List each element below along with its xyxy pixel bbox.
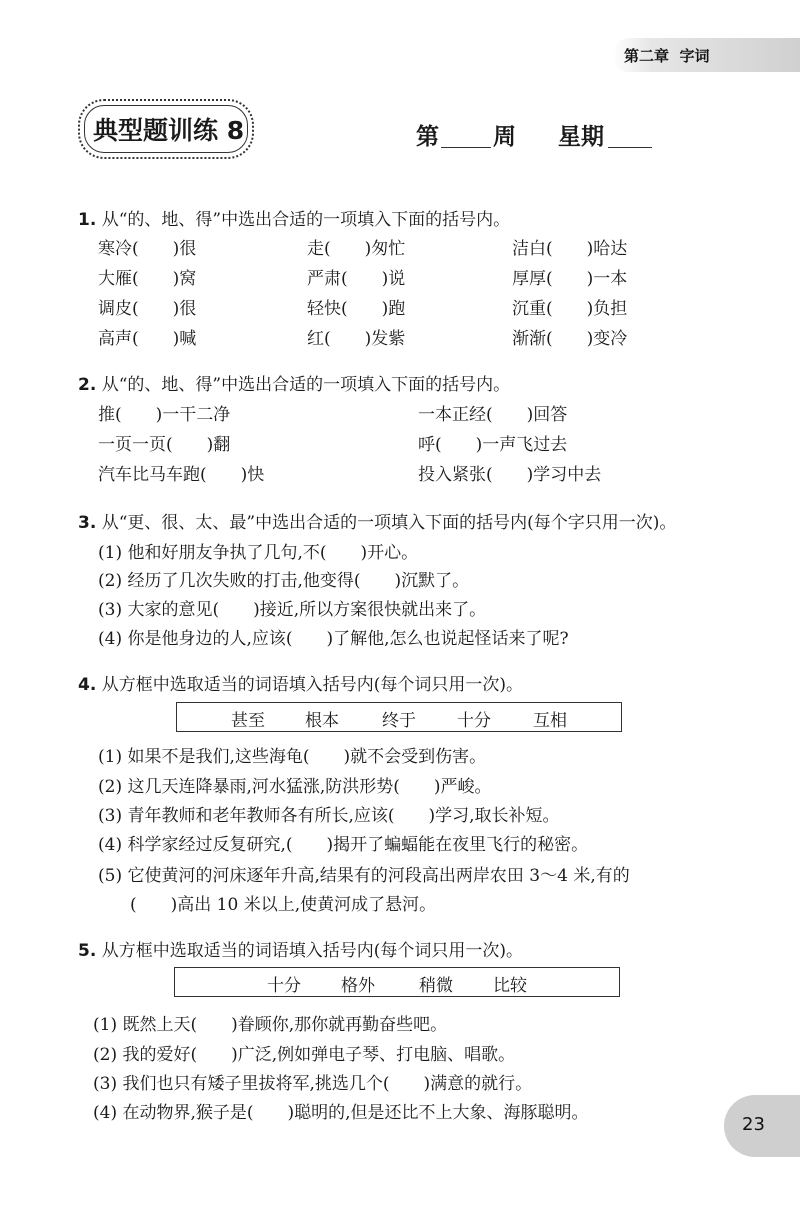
week-label: 第 bbox=[416, 123, 439, 150]
section-title: 典型题训练 8 bbox=[93, 116, 245, 145]
list-item: (5) 它使黄河的河床逐年升高,结果有的河段高出两岸农田 3～4 米,有的 bbox=[98, 866, 630, 886]
list-item: 调皮( )很 bbox=[98, 299, 197, 319]
word-option: 根本 bbox=[305, 711, 339, 731]
week-unit: 周 bbox=[493, 123, 516, 150]
list-item: 走( )匆忙 bbox=[307, 239, 406, 259]
list-item: ( )高出 10 米以上,使黄河成了悬河。 bbox=[130, 895, 437, 915]
chapter-label: 第二章 字词 bbox=[624, 47, 710, 65]
question-number: 2. bbox=[78, 375, 97, 395]
list-item: 一本正经( )回答 bbox=[418, 405, 568, 425]
weekday-blank bbox=[608, 146, 652, 148]
word-option: 比较 bbox=[493, 976, 527, 996]
list-item: (2) 我的爱好( )广泛,例如弹电子琴、打电脑、唱歌。 bbox=[93, 1045, 516, 1065]
list-item: 厚厚( )一本 bbox=[512, 269, 628, 289]
question-number: 5. bbox=[78, 941, 97, 961]
word-option: 十分 bbox=[457, 711, 491, 731]
word-option: 甚至 bbox=[231, 711, 265, 731]
list-item: (3) 大家的意见( )接近,所以方案很快就出来了。 bbox=[98, 600, 487, 620]
list-item: 严肃( )说 bbox=[307, 269, 406, 289]
question-4 bbox=[78, 670, 523, 695]
word-box bbox=[174, 967, 620, 997]
list-item: 汽车比马车跑( )快 bbox=[98, 465, 265, 485]
list-item: (1) 他和好朋友争执了几句,不( )开心。 bbox=[98, 543, 419, 563]
question-2 bbox=[78, 370, 510, 395]
list-item: (4) 你是他身边的人,应该( )了解他,怎么也说起怪话来了呢? bbox=[98, 629, 569, 649]
list-item: 投入紧张( )学习中去 bbox=[418, 465, 602, 485]
list-item: 呼( )一声飞过去 bbox=[418, 435, 568, 455]
word-option: 互相 bbox=[533, 711, 567, 731]
question-prompt: 从方框中选取适当的词语填入括号内(每个词只用一次)。 bbox=[101, 941, 523, 961]
list-item: 推( )一干二净 bbox=[98, 405, 231, 425]
list-item: 一页一页( )翻 bbox=[98, 435, 231, 455]
list-item: (4) 科学家经过反复研究,( )揭开了蝙蝠能在夜里飞行的秘密。 bbox=[98, 835, 589, 855]
list-item: 沉重( )负担 bbox=[512, 299, 628, 319]
list-item: 渐渐( )变冷 bbox=[512, 329, 628, 349]
question-number: 1. bbox=[78, 210, 97, 230]
question-prompt: 从“更、很、太、最”中选出合适的一项填入下面的括号内(每个字只用一次)。 bbox=[101, 513, 677, 533]
question-prompt: 从“的、地、得”中选出合适的一项填入下面的括号内。 bbox=[101, 375, 511, 395]
list-item: (4) 在动物界,猴子是( )聪明的,但是还比不上大象、海豚聪明。 bbox=[93, 1103, 589, 1123]
list-item: 轻快( )跑 bbox=[307, 299, 406, 319]
question-1 bbox=[78, 205, 510, 230]
list-item: (2) 经历了几次失败的打击,他变得( )沉默了。 bbox=[98, 571, 470, 591]
question-number: 4. bbox=[78, 675, 97, 695]
list-item: (3) 我们也只有矮子里拔将军,挑选几个( )满意的就行。 bbox=[93, 1074, 533, 1094]
question-5 bbox=[78, 936, 523, 961]
word-option: 格外 bbox=[341, 976, 375, 996]
question-number: 3. bbox=[78, 513, 97, 533]
list-item: 高声( )喊 bbox=[98, 329, 197, 349]
word-option: 十分 bbox=[267, 976, 301, 996]
list-item: (3) 青年教师和老年教师各有所长,应该( )学习,取长补短。 bbox=[98, 806, 560, 826]
list-item: (1) 如果不是我们,这些海龟( )就不会受到伤害。 bbox=[98, 747, 487, 767]
page-number: 23 bbox=[742, 1114, 765, 1135]
list-item: (1) 既然上天( )眷顾你,那你就再勤奋些吧。 bbox=[93, 1015, 448, 1035]
list-item: (2) 这几天连降暴雨,河水猛涨,防洪形势( )严峻。 bbox=[98, 777, 492, 797]
question-3 bbox=[78, 508, 676, 533]
list-item: 大雁( )窝 bbox=[98, 269, 197, 289]
word-box bbox=[176, 702, 622, 732]
question-prompt: 从“的、地、得”中选出合适的一项填入下面的括号内。 bbox=[101, 210, 511, 230]
list-item: 洁白( )哈达 bbox=[512, 239, 628, 259]
list-item: 红( )发紫 bbox=[307, 329, 406, 349]
weekday-label: 星期 bbox=[558, 123, 604, 150]
list-item: 寒冷( )很 bbox=[98, 239, 197, 259]
word-option: 稍微 bbox=[419, 976, 453, 996]
question-prompt: 从方框中选取适当的词语填入括号内(每个词只用一次)。 bbox=[101, 675, 523, 695]
week-blank bbox=[441, 146, 491, 148]
word-option: 终于 bbox=[382, 711, 416, 731]
